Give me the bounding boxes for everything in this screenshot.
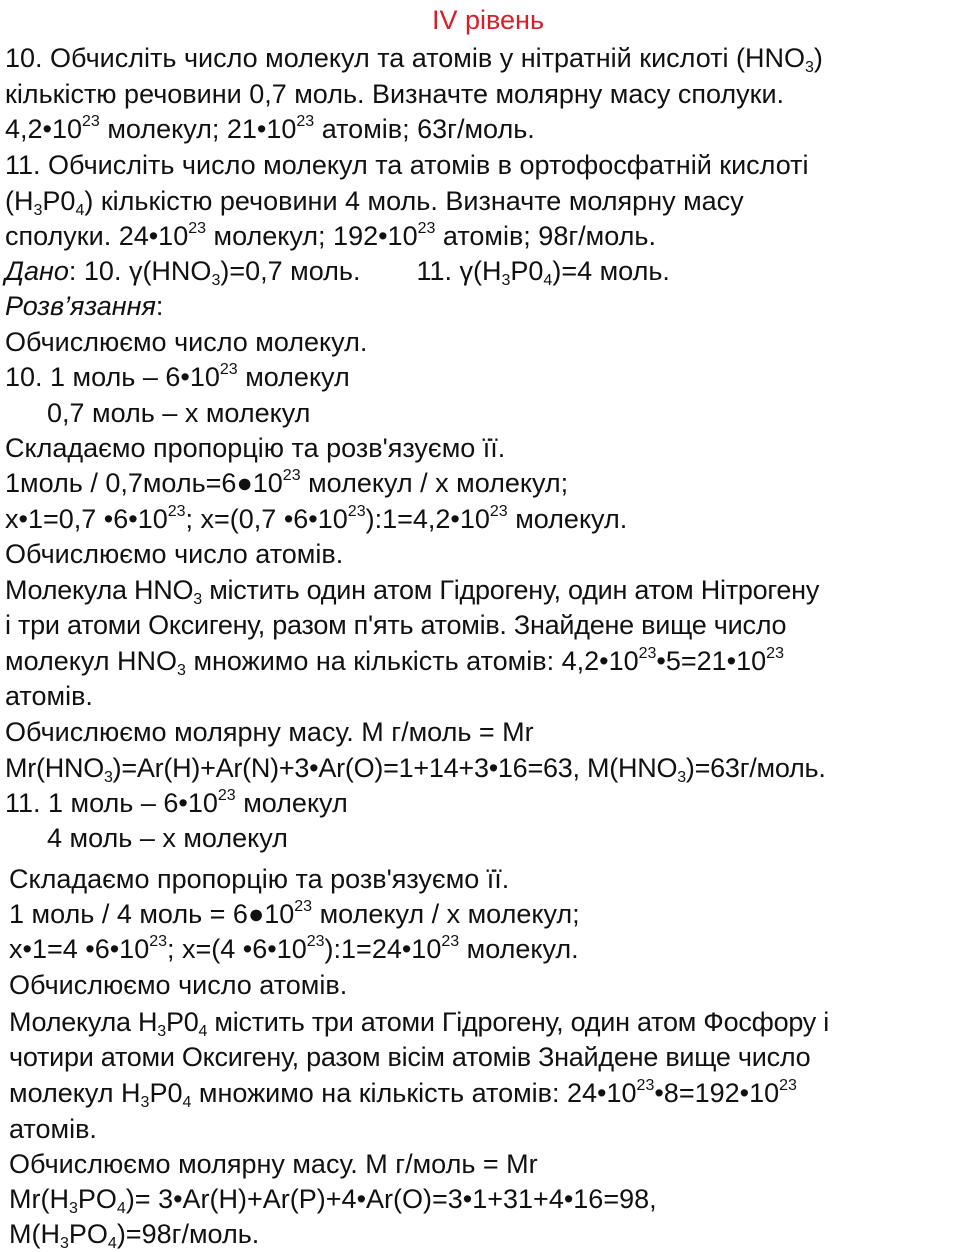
s11-molar-mass-result: $M(H_3PO_4)=98г$/моль.	[9, 1219, 260, 1252]
task11-answer: сполуки. $24•10^{23}$ молекул; $192•10^{23}$ атомів; 98г/моль.	[5, 220, 656, 251]
s11-molecule-1: Молекула $H_3P0_4$ містить три атоми Гідрогену, один атом Фосфору і	[9, 1007, 830, 1040]
s10-molar-mass-calc: $Mr(HNO_3)=Ar(H)+Ar(N)+3•Ar(O)=1+14+3•16=63$, $M(HNO_3)=63г$/моль.	[5, 753, 826, 786]
solution-label: Розв’язання:	[5, 291, 164, 321]
s10-molar-mass-title: Обчислюємо молярну масу. M г/моль = Mr	[5, 717, 534, 747]
s11-make-proportion: Складаємо пропорцію та розв'язуємо її.	[9, 864, 510, 894]
s10-equation-2: х•1=0,7 $•6•10^{23}$; х=(0,7 $•6•10^{23}):1=4,2•10^{23}$ молекул.	[5, 503, 628, 534]
s10-molecule-3: молекул $HNO_3$ множимо на кількість атомів: $4,2•10^{23}•5=21•10^{23}$	[5, 645, 784, 679]
s10-molecule-1: Молекула $HNO_3$ містить один атом Гідрогену, один атом Нітрогену	[5, 575, 820, 608]
s11-molecule-4: атомів.	[9, 1114, 97, 1144]
task11-line2: $(H_3P0_4)$ кількістю речовини 4 моль. Визначте молярну масу	[5, 186, 744, 219]
s11-equation-1: 1 моль / 4 моль = $6●10^{23}$ молекул / х молекул;	[9, 898, 580, 929]
page-title: IV рівень	[431, 5, 545, 35]
s10-make-proportion: Складаємо пропорцію та розв'язуємо її.	[5, 433, 506, 463]
s11-calc-atoms: Обчислюємо число атомів.	[9, 970, 348, 1000]
s11-molar-mass-calc: $Mr(H_3PO_4)=$ 3•Ar(H)+Ar(P)+4•Ar(O)=3•1+31+4•16=98,	[9, 1184, 657, 1217]
s11-proportion-2: 4 моль – х молекул	[47, 823, 288, 853]
s11-equation-2: х•1=4 $•6•10^{23}$; х=(4 $•6•10^{23}):1=24•10^{23}$ молекул.	[9, 933, 579, 964]
s10-calc-atoms: Обчислюємо число атомів.	[5, 539, 344, 569]
task11-line1: 11. Обчисліть число молекул та атомів в ортофосфатній кислоті	[5, 150, 809, 180]
s10-molecule-2: і три атоми Оксигену, разом п'ять атомів. Знайдене вище число	[5, 610, 787, 640]
task10-answer: $4,2•10^{23}$ молекул; $21•10^{23}$ атомів; 63г/моль.	[5, 113, 535, 144]
s11-molecule-3: молекул $H_3P0_4$ множимо на кількість атомів: $24•10^{23}•8=192•10^{23}$	[9, 1077, 797, 1111]
s10-molecule-4: атомів.	[5, 681, 93, 711]
given-line: Дано: 10. $\gamma(HNO_3)=0,7$ моль. 11. $\gamma(H_3P0_4)=4$ моль.	[5, 256, 670, 289]
task10-line1: 10. Обчисліть число молекул та атомів у нітратній кислоті $(HNO_3)$	[5, 43, 823, 76]
s10-proportion-1: 10. 1 моль – $6•10^{23}$ молекул	[5, 361, 350, 392]
s10-equation-1: 1моль / $0,7моль=6●10^{23}$ молекул / х молекул;	[5, 467, 569, 498]
s11-molecule-2: чотири атоми Оксигену, разом вісім атомів Знайдене вище число	[9, 1042, 811, 1072]
s11-molar-mass-title: Обчислюємо молярну масу. M г/моль = Mr	[9, 1149, 538, 1179]
task10-line2: кількістю речовини 0,7 моль. Визначте молярну масу сполуки.	[5, 79, 785, 109]
s10-proportion-2: 0,7 моль – х молекул	[47, 398, 311, 428]
s10-calc-molecules: Обчислюємо число молекул.	[5, 327, 368, 357]
s11-proportion-1: 11. 1 моль – $6•10^{23}$ молекул	[5, 787, 348, 818]
